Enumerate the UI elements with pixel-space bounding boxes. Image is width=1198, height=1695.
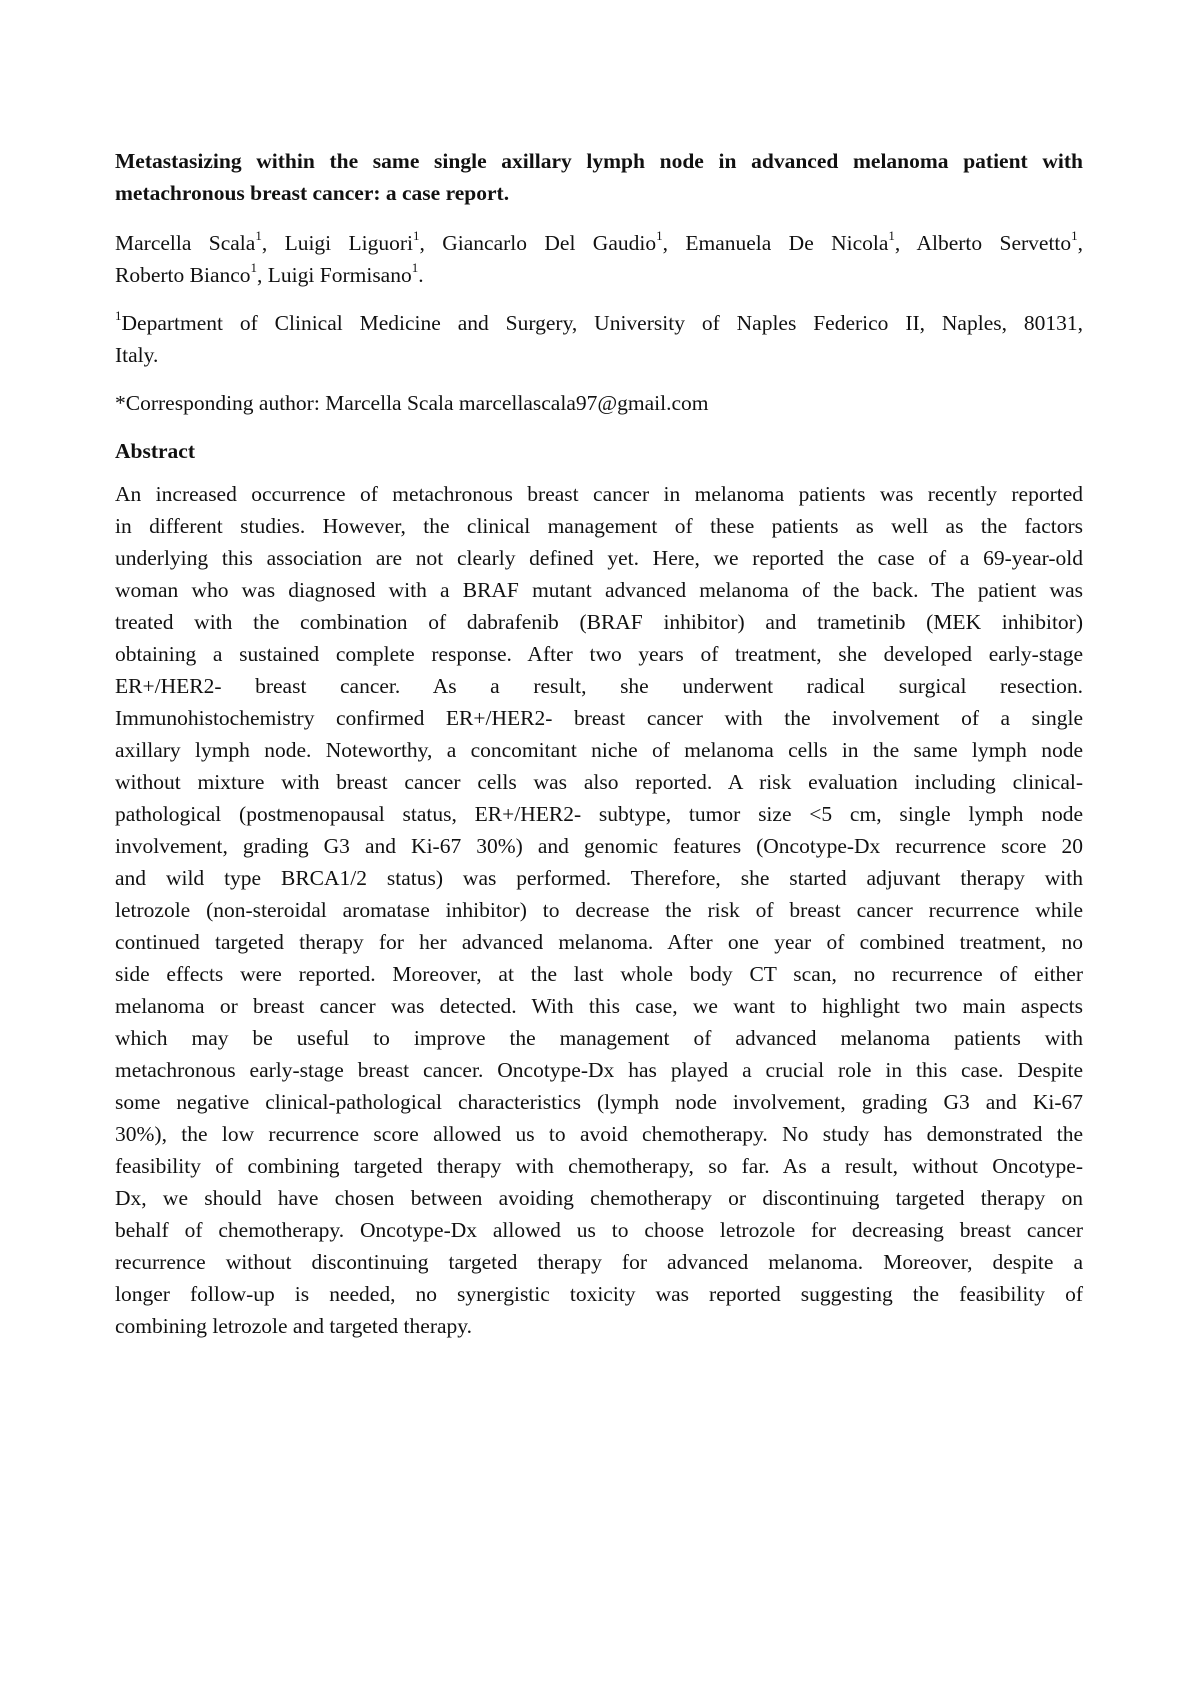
author-name: Marcella Scala [115, 231, 256, 255]
abstract-body [115, 478, 1083, 1342]
affiliation-marker: 1 [115, 307, 122, 323]
abstract-line: Dx, we should have chosen between avoiding chemotherapy or discontinuing targeted therapy on [115, 1186, 1083, 1210]
title-line: metachronous breast cancer: a case report. [115, 181, 510, 205]
affiliation-marker: 1 [888, 227, 895, 243]
affiliation-marker: 1 [255, 227, 262, 243]
paper-title [115, 145, 1083, 209]
abstract-line: melanoma or breast cancer was detected. With this case, we want to highlight two main aspects [115, 994, 1083, 1018]
abstract-line: pathological (postmenopausal status, ER+/HER2- subtype, tumor size <5 cm, single lymph node [115, 802, 1083, 826]
abstract-line: obtaining a sustained complete response. After two years of treatment, she developed early-stage [115, 642, 1083, 666]
abstract-line: side effects were reported. Moreover, at the last whole body CT scan, no recurrence of either [115, 962, 1083, 986]
affiliation-marker: 1 [413, 227, 420, 243]
corresponding-author [115, 387, 1083, 419]
affiliation-line: Italy. [115, 343, 159, 367]
affiliation-text: Department of Clinical Medicine and Surgery, University of Naples Federico II, Naples, 80131, [121, 311, 1083, 335]
abstract-line: and wild type BRCA1/2 status) was performed. Therefore, she started adjuvant therapy with [115, 866, 1083, 890]
abstract-line: woman who was diagnosed with a BRAF mutant advanced melanoma of the back. The patient was [115, 578, 1083, 602]
affiliation [115, 307, 1083, 371]
author-name: Emanuela De Nicola [685, 231, 889, 255]
abstract-line: which may be useful to improve the management of advanced melanoma patients with [115, 1026, 1083, 1050]
author-list [115, 227, 1083, 291]
abstract-line: An increased occurrence of metachronous breast cancer in melanoma patients was recently reported [115, 482, 1083, 506]
affiliation-marker: 1 [656, 227, 663, 243]
author-name: Luigi Liguori [284, 231, 414, 255]
author-name: Luigi Formisano [267, 263, 412, 287]
affiliation-marker: 1 [250, 259, 258, 275]
abstract-line: combining letrozole and targeted therapy. [115, 1314, 473, 1338]
abstract-line: feasibility of combining targeted therapy with chemotherapy, so far. As a result, without Oncotype- [115, 1154, 1083, 1178]
author-name: Alberto Servetto [916, 231, 1072, 255]
abstract-heading-text: Abstract [115, 439, 196, 463]
author-name: Roberto Bianco [115, 263, 251, 287]
document-page [115, 145, 1083, 1342]
abstract-line: some negative clinical-pathological characteristics (lymph node involvement, grading G3 and Ki-67 [115, 1090, 1083, 1114]
affiliation-marker: 1 [411, 259, 419, 275]
title-line: Metastasizing within the same single axillary lymph node in advanced melanoma patient with [115, 149, 1083, 173]
abstract-line: Immunohistochemistry confirmed ER+/HER2- breast cancer with the involvement of a single [115, 706, 1083, 730]
author-line: Marcella Scala$^1$, Luigi Liguori$^1$, Giancarlo Del Gaudio$^1$, Emanuela De Nicola$^1$, Alberto Servetto$^1$, [115, 227, 1084, 255]
abstract-line: involvement, grading G3 and Ki-67 30%) and genomic features (Oncotype-Dx recurrence score 20 [115, 834, 1083, 858]
abstract-line: without mixture with breast cancer cells was also reported. A risk evaluation including clinical- [115, 770, 1083, 794]
abstract-line: metachronous early-stage breast cancer. Oncotype-Dx has played a crucial role in this case. Despite [115, 1058, 1083, 1082]
abstract-line: axillary lymph node. Noteworthy, a concomitant niche of melanoma cells in the same lymph node [115, 738, 1083, 762]
abstract-line: ER+/HER2- breast cancer. As a result, she underwent radical surgical resection. [115, 674, 1083, 698]
abstract-line: treated with the combination of dabrafenib (BRAF inhibitor) and trametinib (MEK inhibitor) [115, 610, 1083, 634]
author-line: Roberto Bianco$^1$, Luigi Formisano$^1$. [115, 259, 424, 287]
author-name: Giancarlo Del Gaudio [442, 231, 657, 255]
corresponding-author-line: *Corresponding author: Marcella Scala marcellascala97@gmail.com [115, 391, 709, 415]
abstract-heading [115, 435, 1083, 467]
abstract-line: 30%), the low recurrence score allowed us to avoid chemotherapy. No study has demonstrated the [115, 1122, 1083, 1146]
abstract-line: continued targeted therapy for her advanced melanoma. After one year of combined treatment, no [115, 930, 1083, 954]
affiliation-line [115, 307, 1083, 339]
abstract-line: longer follow-up is needed, no synergistic toxicity was reported suggesting the feasibility of [115, 1282, 1083, 1306]
affiliation-marker: 1 [1071, 227, 1078, 243]
abstract-line: in different studies. However, the clinical management of these patients as well as the factors [115, 514, 1083, 538]
abstract-line: letrozole (non-steroidal aromatase inhibitor) to decrease the risk of breast cancer recurrence while [115, 898, 1083, 922]
abstract-line: underlying this association are not clearly defined yet. Here, we reported the case of a 69-year-old [115, 546, 1083, 570]
abstract-line: recurrence without discontinuing targeted therapy for advanced melanoma. Moreover, despite a [115, 1250, 1083, 1274]
abstract-line: behalf of chemotherapy. Oncotype-Dx allowed us to choose letrozole for decreasing breast cancer [115, 1218, 1083, 1242]
